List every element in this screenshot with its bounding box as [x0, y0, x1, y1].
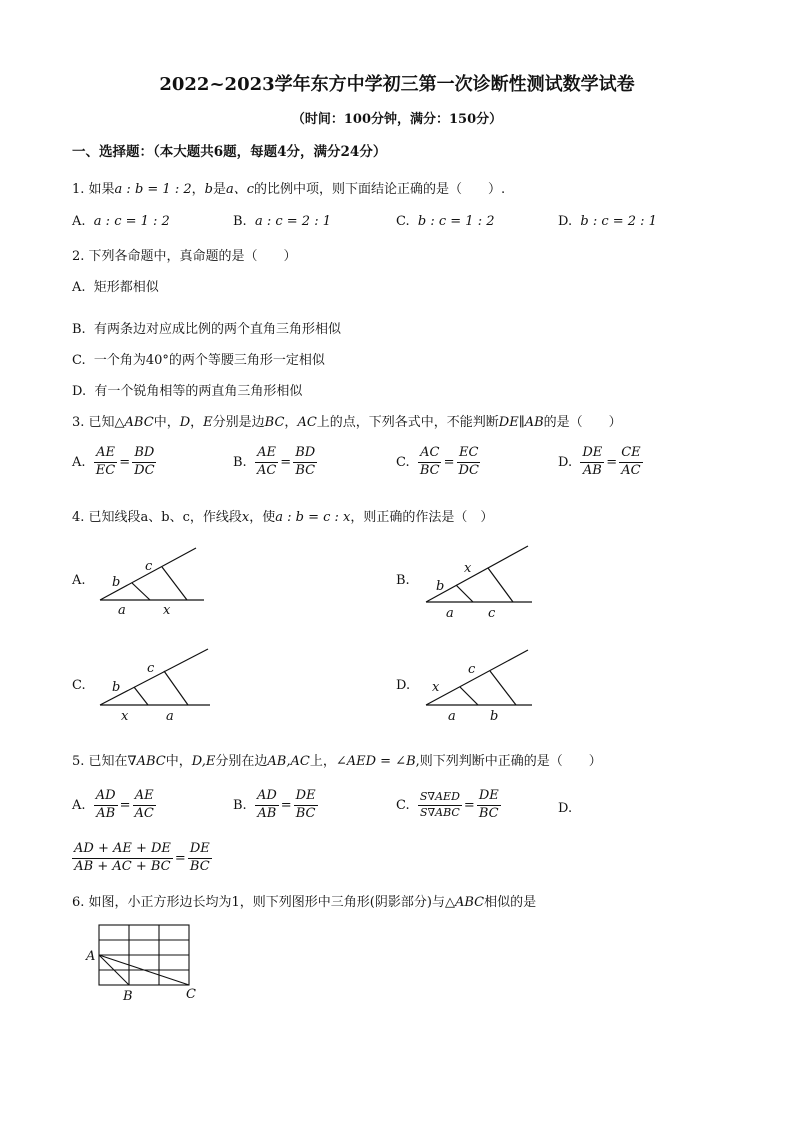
q3-text: 上的点，下列各式中，不能判断 — [316, 415, 499, 430]
numerator: DE — [580, 446, 604, 463]
label-lower-2: x — [163, 603, 171, 618]
label-lower-1: a — [448, 709, 456, 724]
fraction — [619, 446, 642, 479]
q5-text: 上， — [309, 754, 336, 769]
numerator: DE — [188, 842, 212, 859]
denominator: AB — [257, 805, 277, 821]
label-upper-2: c — [145, 559, 153, 574]
denominator: BC — [295, 805, 316, 821]
fraction — [132, 446, 156, 479]
denominator: BC — [478, 805, 499, 821]
q1-comma: ， — [191, 182, 205, 197]
q5-de: D,E — [191, 754, 216, 769]
q4-figure-b[interactable] — [418, 540, 543, 620]
fraction — [418, 446, 442, 479]
option-label: D. — [72, 384, 87, 399]
label-upper-2: c — [468, 662, 476, 677]
option-label: D. — [558, 454, 573, 470]
label-lower-1: x — [121, 709, 129, 724]
q5-text: ,则下列判断中正确的是（ ） — [415, 754, 602, 769]
denominator: AC — [256, 462, 277, 478]
q3-option-d[interactable]: D. $\frac{DE}{AB}$ = $\frac{CE}{AC}$ — [558, 445, 641, 478]
denominator: AB + AC + BC — [74, 858, 171, 874]
q4-figure-a[interactable] — [92, 540, 222, 620]
q2-option-c[interactable] — [72, 349, 325, 368]
fraction — [94, 446, 117, 479]
q3-bc: BC — [264, 415, 285, 430]
option-label: B. — [72, 322, 86, 337]
q3-text: 分别是边 — [212, 415, 265, 430]
option-label: B. — [233, 454, 247, 470]
option-label: A. — [72, 214, 86, 229]
option-label: B. — [233, 797, 247, 813]
option-label: A. — [72, 797, 86, 813]
q5-angle: ∠AED = ∠B — [335, 754, 416, 769]
q4-text: 4. 已知线段a、b、c，作线段 — [72, 510, 242, 525]
numerator: BD — [132, 446, 156, 463]
q1-option-c[interactable] — [396, 214, 494, 229]
option-label: C. — [396, 797, 410, 813]
q5-text: 5. 已知在 — [72, 754, 128, 769]
q1-prefix: 1. 如果 — [72, 182, 115, 197]
numerator: AD — [94, 789, 118, 806]
label-upper-2: x — [464, 561, 472, 576]
q2-option-a[interactable] — [72, 276, 159, 295]
label-upper-1: b — [112, 575, 121, 590]
q6-text: 6. 如图，小正方形边长均为1，则下列图形中三角形(阴影部分)与△ — [72, 895, 455, 910]
page-title: 2022~2023学年东方中学初三第一次诊断性测试数学试卷 — [159, 74, 635, 95]
q4-x: x — [241, 510, 250, 525]
question-6-stem — [72, 891, 536, 910]
q4-option-b-label[interactable]: B. — [396, 573, 410, 588]
q4-option-a-label[interactable]: A. — [72, 573, 86, 588]
fraction — [293, 446, 317, 479]
point-c-label: C — [186, 987, 196, 1002]
option-text: a : c = 2 : 1 — [254, 214, 331, 229]
question-2-stem: 2. 下列各命题中，真命题的是（ ） — [72, 249, 297, 264]
q5-text: 中， — [165, 754, 192, 769]
option-label: D. — [558, 214, 573, 229]
option-label: B. — [233, 214, 247, 229]
denominator: S∇ABC — [419, 805, 460, 819]
q6-abc: ABC — [454, 895, 485, 910]
q1-option-d[interactable] — [558, 214, 657, 229]
q4-text: ，则正确的作法是（ ） — [350, 510, 494, 525]
q3-option-a[interactable]: A. $\frac{AE}{EC}$ = $\frac{BD}{DC}$ — [72, 445, 155, 478]
q5-option-d[interactable]: $\frac{AD + AE + DE}{AB + AC + BC}$ = $\frac{DE}{BC}$ — [74, 841, 210, 874]
q3-deab: DE∥AB — [498, 415, 544, 430]
option-text: 矩形都相似 — [93, 280, 159, 295]
numerator: EC — [457, 446, 480, 463]
q3-abc: ABC — [124, 415, 154, 430]
denominator: AC — [134, 805, 154, 821]
option-text: 有两条边对应成比例的两个直角三角形相似 — [93, 322, 341, 337]
option-label: C. — [396, 454, 410, 470]
option-label: C. — [72, 353, 86, 368]
q3-d: D — [179, 415, 191, 430]
q5-text: 分别在边 — [215, 754, 268, 769]
option-label: A. — [72, 454, 86, 470]
fraction — [72, 842, 173, 875]
label-upper-1: b — [112, 680, 121, 695]
label-upper-1: x — [432, 680, 440, 695]
q3-option-b[interactable]: B. $\frac{AE}{AC}$ = $\frac{BD}{BC}$ — [233, 445, 316, 478]
denominator: AC — [621, 462, 641, 478]
fraction — [133, 789, 156, 822]
q1-suffix: 的比例中项，则下面结论正确的是（ ）. — [254, 182, 506, 197]
label-lower-1: a — [446, 606, 454, 620]
point-b-label: B — [123, 989, 133, 1004]
numerator: AD + AE + DE — [72, 842, 173, 859]
q1-option-a[interactable] — [72, 214, 170, 229]
q2-option-b[interactable] — [72, 318, 341, 337]
fraction — [255, 789, 279, 822]
q1-is: 是 — [212, 182, 226, 197]
numerator: AE — [133, 789, 156, 806]
label-lower-1: a — [118, 603, 126, 618]
numerator: AC — [418, 446, 441, 463]
option-label: C. — [396, 214, 410, 229]
q6-text: 相似的是 — [484, 895, 537, 910]
q3-ac: AC — [297, 415, 317, 430]
q4-option-c-label[interactable]: C. — [72, 678, 86, 693]
q4-text: ，使 — [249, 510, 276, 525]
denominator: BC — [419, 462, 440, 478]
q5-triangle: ∇ABC — [127, 754, 166, 769]
numerator: AE — [94, 446, 117, 463]
denominator: DC — [134, 462, 155, 478]
fraction — [418, 791, 462, 819]
q3-text: 中， — [153, 415, 180, 430]
q3-option-c[interactable]: C. $\frac{AC}{BC}$ = $\frac{EC}{DC}$ — [396, 445, 479, 478]
fraction — [457, 446, 481, 479]
q1-ac: a、c — [225, 182, 255, 197]
option-text: b : c = 1 : 2 — [417, 214, 495, 229]
q6-grid-figure — [80, 920, 210, 1010]
q4-option-d-label[interactable]: D. — [396, 678, 411, 693]
fraction — [94, 789, 118, 822]
q3-text: ， — [190, 415, 204, 430]
label-lower-2: b — [490, 709, 499, 724]
denominator: EC — [95, 462, 116, 478]
q1-option-b[interactable] — [233, 214, 331, 229]
q5-option-c[interactable]: C. $\frac{\text{S∇AED}}{\text{S∇ABC}}$ = $\frac{DE}{BC}$ — [396, 788, 499, 821]
fraction — [477, 789, 501, 822]
numerator: CE — [619, 446, 642, 463]
denominator: DC — [458, 462, 479, 478]
label-lower-2: a — [166, 709, 174, 724]
label-upper-1: b — [436, 579, 445, 594]
q3-text: 的是（ ） — [543, 415, 622, 430]
q5-abac: AB,AC — [267, 754, 310, 769]
q4-figure-d[interactable] — [418, 645, 543, 725]
fraction — [255, 446, 278, 479]
q4-ratio: a : b = c : x — [275, 510, 351, 525]
q5-option-b[interactable]: B. $\frac{AD}{AB}$ = $\frac{DE}{BC}$ — [233, 788, 316, 821]
fraction — [188, 842, 212, 875]
q3-text: ， — [284, 415, 298, 430]
question-1-stem — [72, 178, 505, 197]
numerator: AE — [255, 446, 278, 463]
point-a-label: A — [86, 949, 96, 964]
q1-b: b — [204, 182, 213, 197]
exam-info: （时间：100分钟，满分：150分） — [291, 112, 503, 127]
q3-e: E — [203, 415, 213, 430]
denominator: BC — [295, 462, 316, 478]
option-label: A. — [72, 280, 86, 295]
q5-option-a[interactable]: A. $\frac{AD}{AB}$ = $\frac{AE}{AC}$ — [72, 788, 154, 821]
q1-ratio: a : b = 1 : 2 — [114, 182, 192, 197]
question-3-stem — [72, 411, 622, 430]
denominator: AB — [96, 805, 116, 821]
label-lower-2: c — [488, 606, 496, 620]
q4-figure-c[interactable] — [92, 645, 222, 725]
question-4-stem — [72, 506, 493, 525]
label-upper-2: c — [147, 661, 155, 676]
option-text: a : c = 1 : 2 — [93, 214, 170, 229]
numerator: DE — [294, 789, 318, 806]
option-text: b : c = 2 : 1 — [580, 214, 657, 229]
q5-option-d-label[interactable]: D. — [558, 801, 573, 816]
option-text: 有一个锐角相等的两直角三角形相似 — [94, 384, 303, 399]
numerator: S∇AED — [418, 791, 462, 806]
numerator: AD — [255, 789, 279, 806]
numerator: DE — [477, 789, 501, 806]
option-text: 一个角为40°的两个等腰三角形一定相似 — [93, 353, 325, 368]
numerator: BD — [293, 446, 317, 463]
denominator: AB — [582, 462, 602, 478]
fraction — [580, 446, 604, 479]
section-heading: 一、选择题：（本大题共6题，每题4分，满分24分） — [72, 144, 387, 160]
fraction — [294, 789, 318, 822]
q2-option-d[interactable] — [72, 380, 302, 399]
question-5-stem — [72, 750, 602, 769]
q3-text: 3. 已知△ — [72, 415, 125, 430]
denominator: BC — [189, 858, 210, 874]
